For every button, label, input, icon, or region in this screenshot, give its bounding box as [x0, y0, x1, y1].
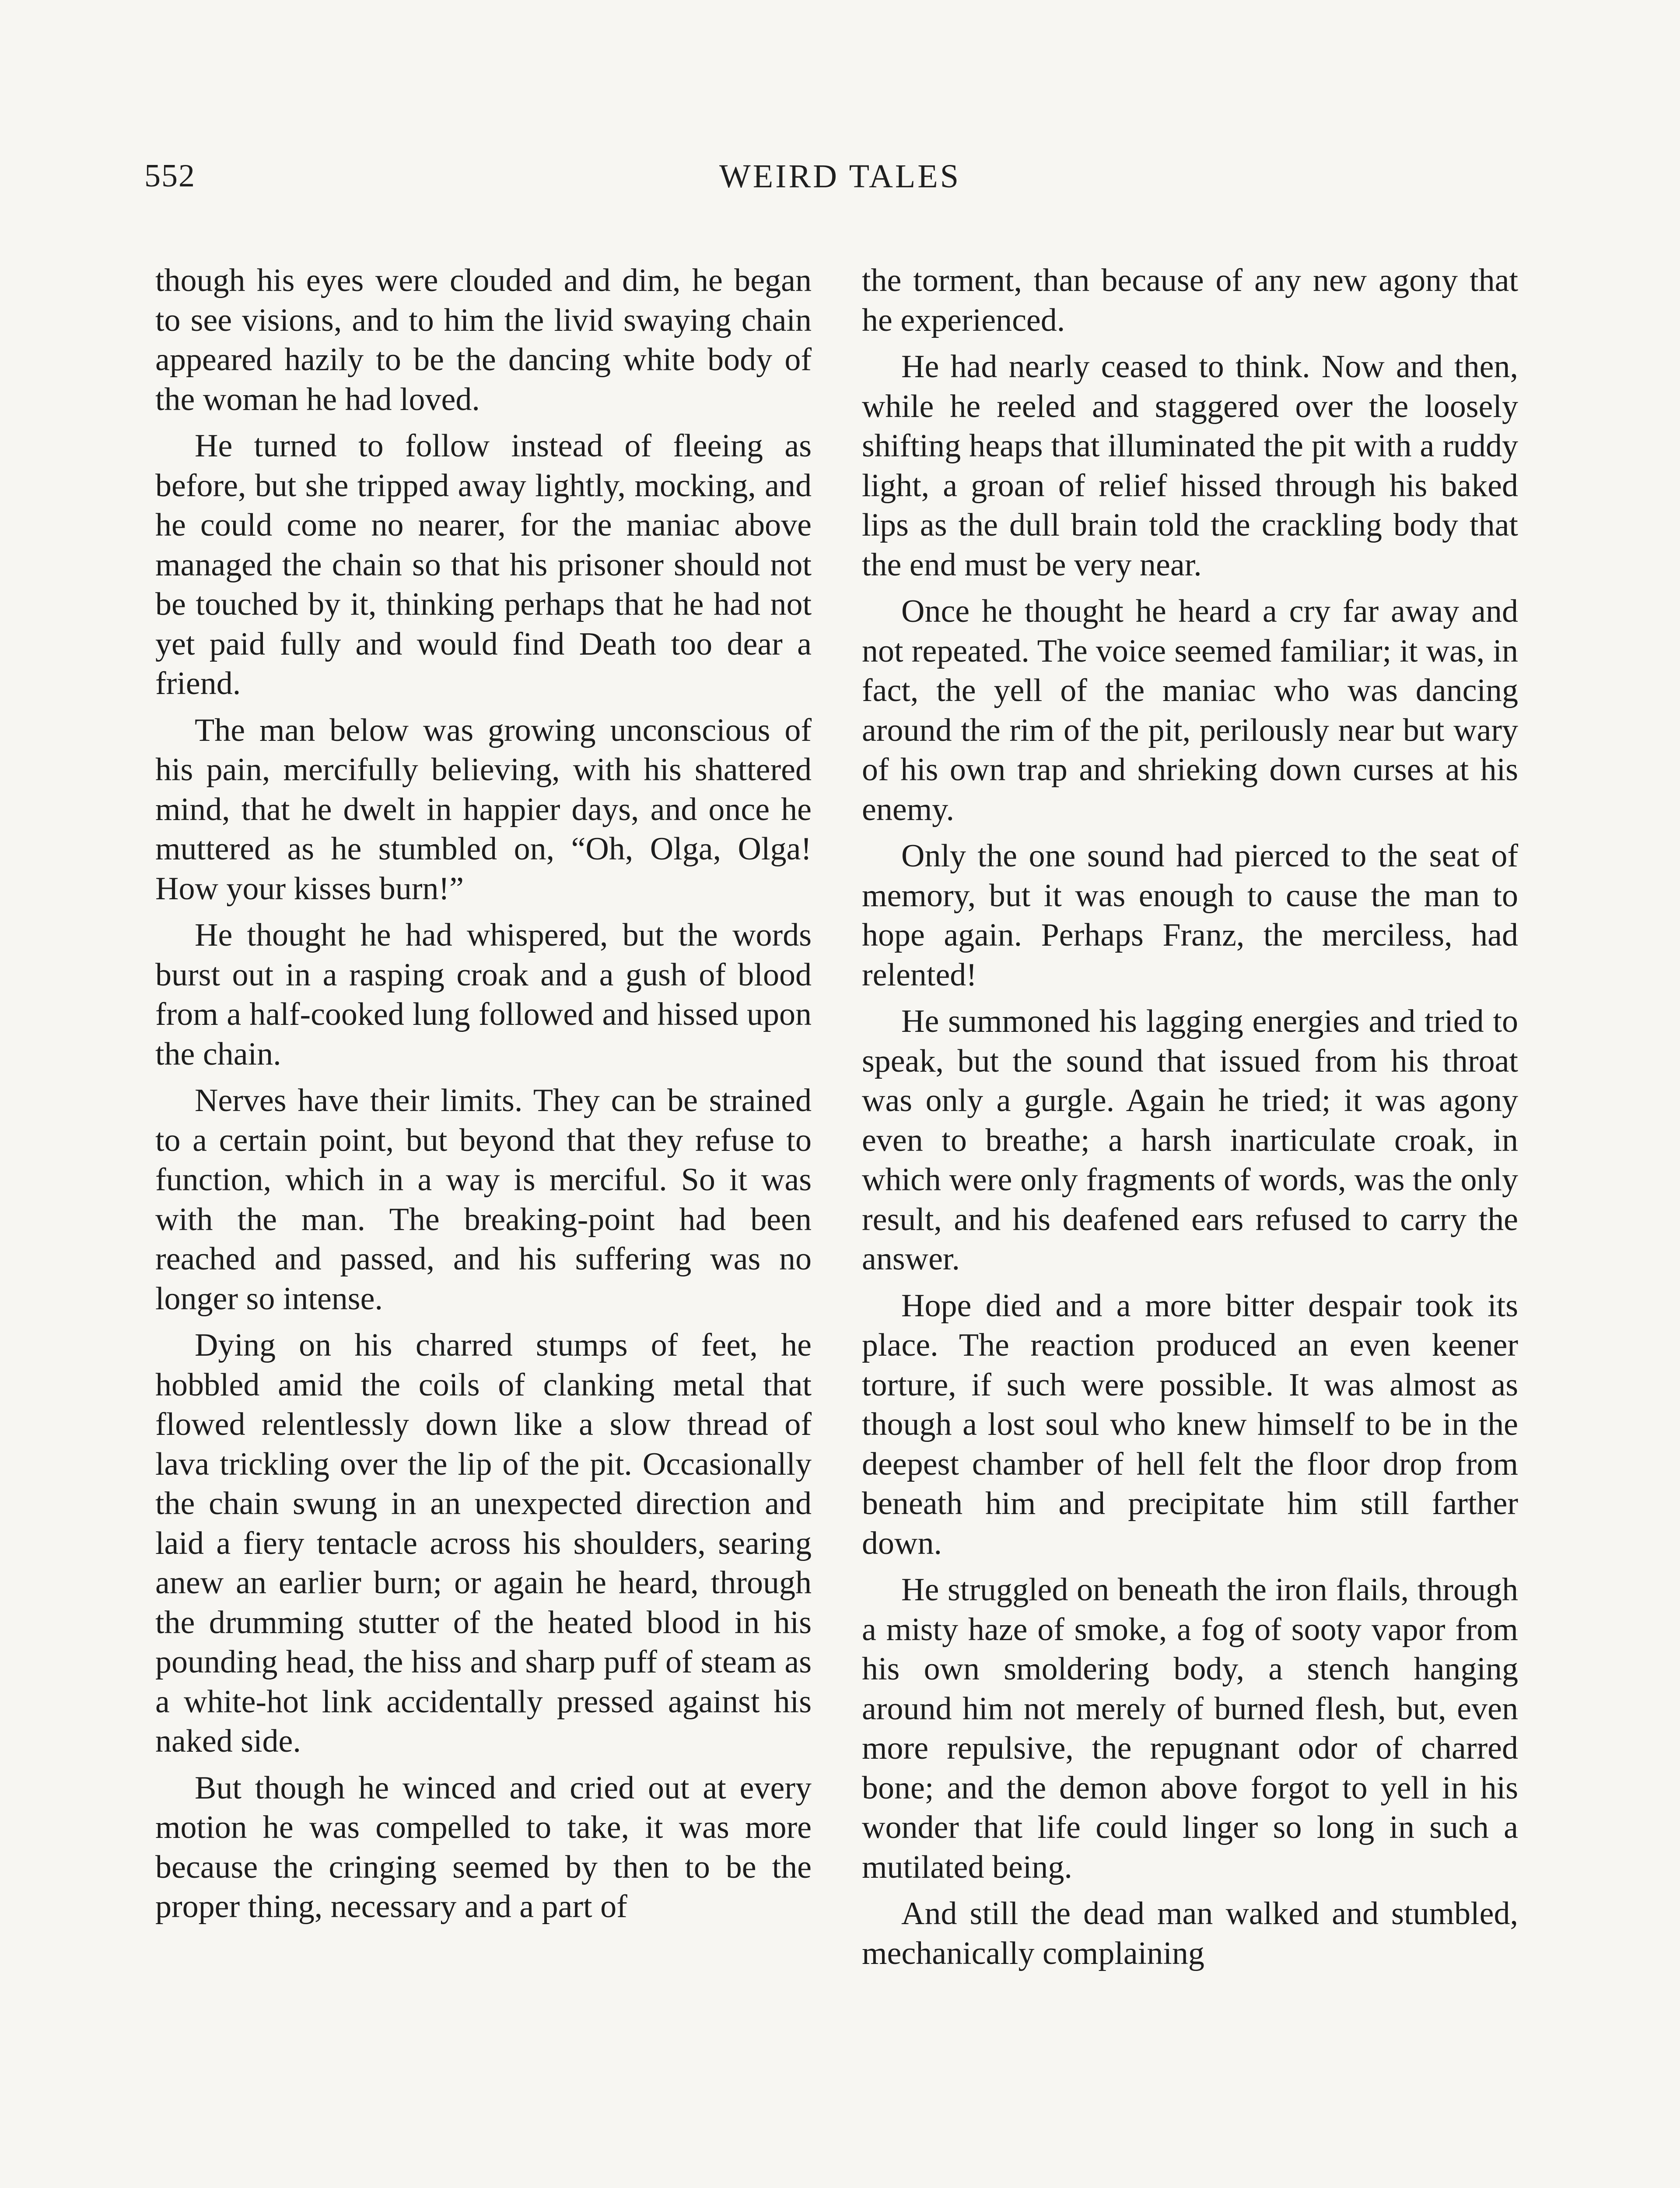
- paragraph: Dying on his charred stumps of feet, he hobbled amid the coils of clanking metal that flowed relentlessly down like a slow thread of lava trickling over the lip of the pit. Occasionally the chain swung in an unexpected direction and laid a fiery tentacle across his shoulders, searing anew an earlier burn; or again he heard, through the drumming stutter of the heated blood in his pounding head, the hiss and sharp puff of steam as a white-hot link accidentally pressed against his naked side.: [155, 1327, 812, 1759]
- left-column: [155, 261, 812, 1934]
- paragraph: Only the one sound had pierced to the seat of memory, but it was enough to cause the man to hope again. Perhaps Franz, the merciless, had relented!: [862, 838, 1518, 993]
- paragraph: though his eyes were clouded and dim, he began to see visions, and to him the livid swaying chain appeared hazily to be the dancing white body of the woman he had loved.: [155, 263, 812, 417]
- paragraph: Nerves have their limits. They can be strained to a certain point, but beyond that they refuse to function, which in a way is merciful. So it was with the man. The breaking-point had been reached and passed, and his suffering was no longer so intense.: [155, 1083, 812, 1317]
- paragraph: He struggled on beneath the iron flails, through a misty haze of smoke, a fog of sooty vapor from his own smoldering body, a stench hanging around him not merely of burned flesh, but, even more repulsive, the repugnant odor of charred bone; and the demon above forgot to yell in his wonder that life could linger so long in such a mutilated being.: [862, 1572, 1518, 1885]
- paragraph: He had nearly ceased to think. Now and then, while he reeled and staggered over the loosely shifting heaps that illuminated the pit with a ruddy light, a groan of relief hissed through his baked lips as the dull brain told the crackling body that the end must be very near.: [862, 349, 1518, 583]
- running-title: WEIRD TALES: [719, 158, 961, 195]
- paragraph: But though he winced and cried out at every motion he was compelled to take, it was more because the cringing seemed by then to be the proper thing, necessary and a part of: [155, 1770, 812, 1925]
- paragraph: the torment, than because of any new agony that he experienced.: [862, 263, 1518, 338]
- page-number: 552: [144, 158, 196, 194]
- paragraph: Once he thought he heard a cry far away and not repeated. The voice seemed familiar; it was, in fact, the yell of the maniac who was dancing around the rim of the pit, perilously near but wary of his own trap and shrieking down curses at his enemy.: [862, 593, 1518, 828]
- paragraph: And still the dead man walked and stumbled, mechanically complaining: [862, 1896, 1518, 1971]
- paragraph: He turned to follow instead of fleeing as before, but she tripped away lightly, mocking, and he could come no nearer, for the maniac above managed the chain so that his prisoner should not be touched by it, thinking perhaps that he had not yet paid fully and would find Death too dear a friend.: [155, 428, 812, 701]
- paragraph: The man below was growing unconscious of his pain, mercifully believing, with his shattered mind, that he dwelt in happier days, and once he muttered as he stumbled on, “Oh, Olga, Olga! How your kisses burn!”: [155, 712, 812, 907]
- paragraph: He thought he had whispered, but the words burst out in a rasping croak and a gush of blood from a half-cooked lung followed and hissed upon the chain.: [155, 917, 812, 1072]
- page-header: [144, 158, 1536, 206]
- paragraph: He summoned his lagging energies and tried to speak, but the sound that issued from his throat was only a gurgle. Again he tried; it was agony even to breathe; a harsh inarticulate croak, in which were only fragments of words, was the only result, and his deafened ears refused to carry the answer.: [862, 1003, 1518, 1277]
- paragraph: Hope died and a more bitter despair took its place. The reaction produced an even keener torture, if such were possible. It was almost as though a lost soul who knew himself to be in the deepest chamber of hell felt the floor drop from beneath him and precipitate him still farther down.: [862, 1287, 1518, 1561]
- right-column: [862, 261, 1518, 1980]
